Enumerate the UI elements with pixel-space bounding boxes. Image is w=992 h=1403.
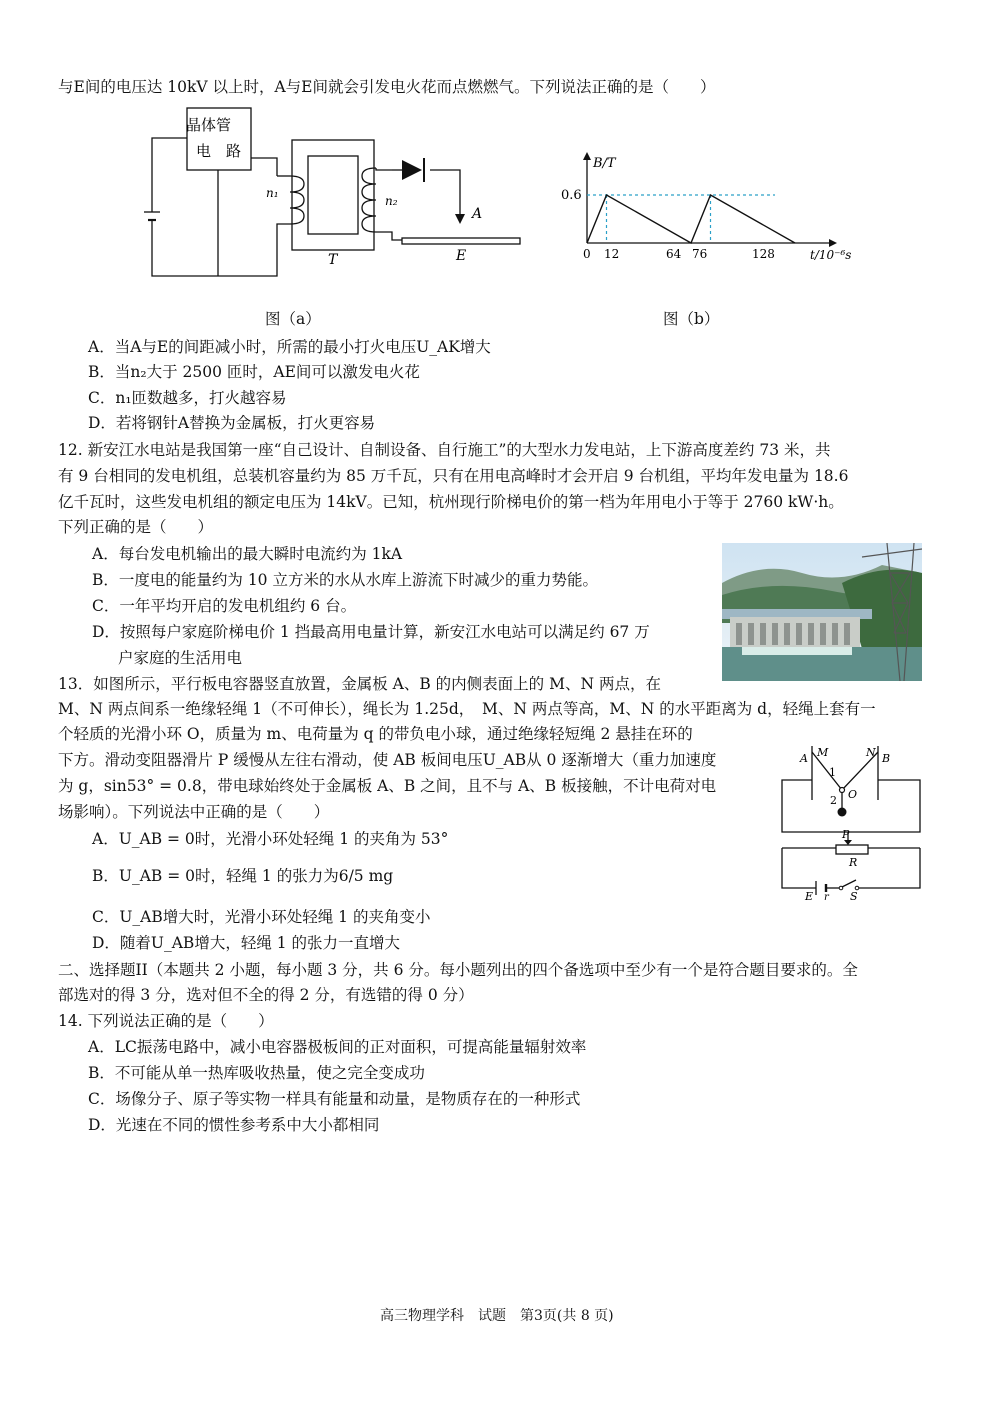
fig13-label-A: A bbox=[800, 752, 808, 765]
fig13-label-S: S bbox=[850, 890, 858, 903]
q14-option-d: D．光速在不同的惯性参考系中大小都相同 bbox=[88, 1116, 380, 1134]
figure-b-caption: 图（b） bbox=[663, 310, 720, 328]
fig13-label-rope1: 1 bbox=[829, 766, 836, 779]
q12-stem-line4: 下列正确的是（ ） bbox=[58, 518, 214, 536]
intro-line: 与E间的电压达 10kV 以上时，A与E间就会引发电火花而点燃燃气。下列说法正确的是（ ） bbox=[58, 78, 716, 96]
fig13-label-R: R bbox=[849, 856, 858, 869]
label-n1: n₁ bbox=[266, 186, 279, 200]
page-footer: 高三物理学科 试题 第3页(共 8 页) bbox=[380, 1308, 614, 1324]
chart-xtick-64: 64 bbox=[666, 247, 682, 261]
label-n2: n₂ bbox=[385, 194, 398, 208]
q12-option-a: A．每台发电机输出的最大瞬时电流约为 1kA bbox=[92, 545, 403, 563]
fig13-label-B: B bbox=[882, 752, 891, 765]
chart-ylabel: B/T bbox=[593, 156, 616, 171]
q11-option-c: C．n₁匝数越多，打火越容易 bbox=[88, 389, 287, 407]
label-E: E bbox=[456, 248, 467, 264]
figure-a-circuit bbox=[140, 100, 540, 310]
q12-option-b: B．一度电的能量约为 10 立方米的水从水库上游流下时减少的重力势能。 bbox=[92, 571, 598, 589]
q13-option-b: B．U_AB = 0时，轻绳 1 的张力为6/5 mg bbox=[92, 867, 394, 885]
q13-stem-line3: 个轻质的光滑小环 O，质量为 m、电荷量为 q 的带负电小球，通过绝缘轻短绳 2 悬挂在环的 bbox=[58, 725, 693, 743]
q13-option-c: C．U_AB增大时，光滑小环处轻绳 1 的夹角变小 bbox=[92, 908, 431, 926]
section2-header-line1: 二、选择题II（本题共 2 小题，每小题 3 分，共 6 分。每小题列出的四个备选项中至少有一个是符合题目要求的。全 bbox=[58, 961, 858, 979]
hydropower-station-photo bbox=[722, 543, 922, 681]
q14-option-c: C．场像分子、原子等实物一样具有能量和动量，是物质存在的一种形式 bbox=[88, 1090, 581, 1108]
fig13-label-N: N bbox=[866, 746, 876, 759]
q12-stem-line1: 12. 新安江水电站是我国第一座“自己设计、自制设备、自行施工”的大型水力发电站，上下游高度差约 73 米，共 bbox=[58, 441, 831, 459]
q13-option-d: D．随着U_AB增大，轻绳 1 的张力一直增大 bbox=[92, 934, 401, 952]
q13-capacitor-circuit bbox=[778, 740, 928, 905]
q13-stem-line5: 为 g，sin53° = 0.8，带电球始终处于金属板 A、B 之间，且不与 A、B 板接触，不计电荷对电 bbox=[58, 777, 717, 795]
q13-stem-line4: 下方。滑动变阻器滑片 P 缓慢从左往右滑动，使 AB 板间电压U_AB从 0 逐渐增大（重力加速度 bbox=[58, 751, 717, 769]
q13-option-a: A．U_AB = 0时，光滑小环处轻绳 1 的夹角为 53° bbox=[92, 830, 449, 848]
chart-series-line bbox=[587, 195, 795, 243]
label-A: A bbox=[472, 206, 483, 222]
chart-xtick-12: 12 bbox=[604, 247, 620, 261]
transistor-box-line2: 电 路 bbox=[196, 142, 242, 160]
chart-ytick-0.6: 0.6 bbox=[561, 188, 582, 203]
fig13-label-M: M bbox=[817, 746, 829, 759]
q13-stem-line1: 13．如图所示，平行板电容器竖直放置，金属板 A、B 的内侧表面上的 M、N 两点，在 bbox=[58, 675, 661, 693]
section2-header-line2: 部选对的得 3 分，选对但不全的得 2 分，有选错的得 0 分） bbox=[58, 986, 474, 1004]
transistor-box-line1: 晶体管 bbox=[186, 116, 232, 134]
q11-option-d: D．若将钢针A替换为金属板，打火更容易 bbox=[88, 414, 376, 432]
chart-origin: 0 bbox=[583, 247, 591, 261]
fig13-label-r: r bbox=[824, 892, 829, 903]
q11-option-a: A．当A与E的间距减小时，所需的最小打火电压U_AK增大 bbox=[88, 338, 491, 356]
q12-option-d-line1: D．按照每户家庭阶梯电价 1 挡最高用电量计算，新安江水电站可以满足约 67 万 bbox=[92, 623, 650, 641]
fig13-label-E: E bbox=[805, 890, 814, 903]
fig13-label-P: P bbox=[842, 828, 850, 841]
label-T: T bbox=[328, 252, 338, 268]
figure-b-chart bbox=[555, 150, 865, 270]
q13-stem-line6: 场影响）。下列说法中正确的是（ ） bbox=[58, 803, 330, 821]
chart-xtick-76: 76 bbox=[692, 247, 708, 261]
q12-option-c: C．一年平均开启的发电机组约 6 台。 bbox=[92, 597, 357, 615]
chart-xtick-128: 128 bbox=[752, 247, 775, 261]
fig13-label-O: O bbox=[848, 788, 858, 801]
chart-xlabel: t/10⁻⁶s bbox=[810, 248, 852, 262]
q13-stem-line2: M、N 两点间系一绝缘轻绳 1（不可伸长），绳长为 1.25d， M、N 两点等高，M、N 的水平距离为 d，轻绳上套有一 bbox=[58, 700, 876, 718]
q12-option-d-line2: 户家庭的生活用电 bbox=[118, 649, 243, 667]
q12-stem-line3: 亿千瓦时，这些发电机组的额定电压为 14kV。已知，杭州现行阶梯电价的第一档为年用电小于等于 2760 kW·h。 bbox=[58, 493, 844, 511]
q14-stem: 14. 下列说法正确的是（ ） bbox=[58, 1012, 274, 1030]
q14-option-a: A．LC振荡电路中，减小电容器极板间的正对面积，可提高能量辐射效率 bbox=[88, 1038, 587, 1056]
fig13-label-rope2: 2 bbox=[830, 794, 837, 807]
figure-a-caption: 图（a） bbox=[265, 310, 321, 328]
q14-option-b: B．不可能从单一热库吸收热量，使之完全变成功 bbox=[88, 1064, 425, 1082]
q11-option-b: B．当n₂大于 2500 匝时，AE间可以激发电火花 bbox=[88, 363, 420, 381]
q12-stem-line2: 有 9 台相同的发电机组，总装机容量约为 85 万千瓦，只有在用电高峰时才会开启 9 台机组，平均年发电量为 18.6 bbox=[58, 467, 849, 485]
